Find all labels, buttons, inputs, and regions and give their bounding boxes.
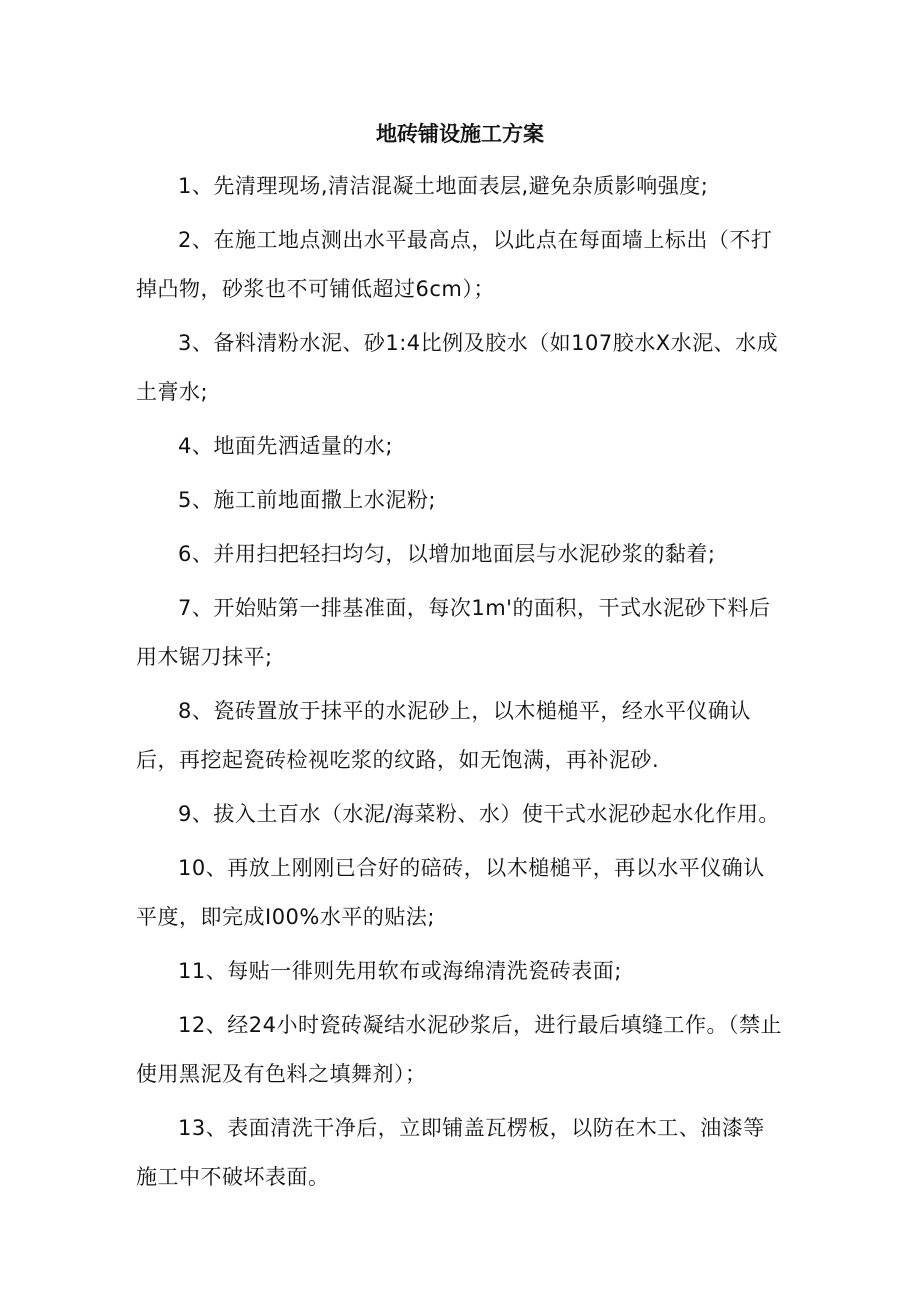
paragraph-7: 7、开始贴第一排基准面，每次1m'的面积，干式水泥砂下料后用木锯刀抹平; bbox=[136, 596, 771, 669]
paragraph-5: 5、施工前地面撒上水泥粉; bbox=[178, 488, 436, 512]
paragraph-12: 12、经24小时瓷砖凝结水泥砂浆后，进行最后填缝工作。（禁止使用黑泥及有色料之填舞剂）； bbox=[136, 1013, 782, 1086]
paragraph-13: 13、表面清洗干净后，立即铺盖瓦楞板，以防在木工、油漆等施工中不破坏表面。 bbox=[136, 1116, 765, 1189]
paragraph-3: 3、备料清粉水泥、砂1:4比例及胶水（如107胶水X水泥、水成土膏水; bbox=[136, 331, 779, 404]
document-body bbox=[136, 162, 786, 1207]
paragraph-1: 1、先清理现场,清洁混凝土地面表层,避免杂质影响强度; bbox=[178, 174, 709, 198]
document-title: 地砖铺设施工方案 bbox=[376, 122, 544, 146]
paragraph-6: 6、并用扫把轻扫均匀，以增加地面层与水泥砂浆的黏着; bbox=[178, 542, 716, 566]
paragraph-11: 11、每贴一徘则先用软布或海绵清洗瓷砖表面; bbox=[178, 959, 622, 983]
paragraph-10: 10、再放上刚刚已合好的碚砖，以木槌槌平，再以水平仪确认平度，即完成I00%水平的贴法; bbox=[136, 856, 765, 929]
paragraph-4: 4、地面先洒适量的水; bbox=[178, 434, 393, 458]
paragraph-9: 9、拔入土百水（水泥/海菜粉、水）使干式水泥砂起水化作用。 bbox=[178, 802, 780, 826]
paragraph-2: 2、在施工地点测出水平最高点，以此点在每面墙上标出（不打掉凸物，砂浆也不可铺低超过6cm）； bbox=[136, 228, 773, 301]
paragraph-8: 8、瓷砖置放于抹平的水泥砂上，以木槌槌平，经水平仪确认后，再挖起瓷砖检视吃浆的纹路，如无饱满，再补泥砂. bbox=[136, 699, 751, 772]
